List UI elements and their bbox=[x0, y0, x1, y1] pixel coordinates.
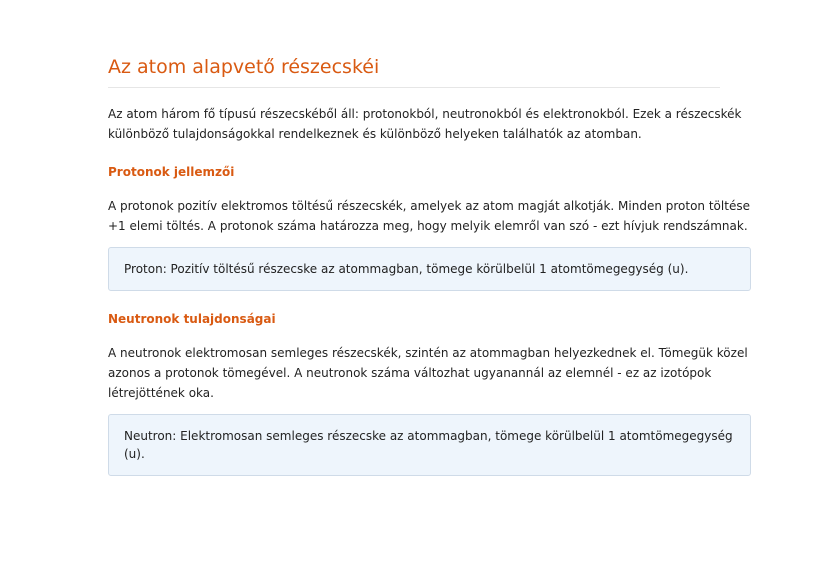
info-box-proton: Proton: Pozitív töltésű részecske az atommagban, tömege körülbelül 1 atomtömegegység (u). bbox=[108, 247, 751, 291]
section-heading-protons: Protonok jellemzői bbox=[108, 165, 235, 179]
section-paragraph-protons: A protonok pozitív elektromos töltésű részecskék, amelyek az atom magját alkotják. Minden proton töltése +1 elemi töltés. A protonok száma határozza meg, hogy melyik elemről van szó - ezt hívjuk rendszámnak. bbox=[108, 199, 750, 233]
info-box-neutron: Neutron: Elektromosan semleges részecske az atommagban, tömege körülbelül 1 atomtömegegység (u). bbox=[108, 414, 751, 476]
intro-paragraph: Az atom három fő típusú részecskéből áll: protonokból, neutronokból és elektronokból. Ezek a részecskék különböző tulajdonságokkal rendelkeznek és különböző helyeken találhatók az atomban. bbox=[108, 107, 742, 141]
section-paragraph-neutrons: A neutronok elektromosan semleges részecskék, szintén az atommagban helyezkednek el. Tömegük közel azonos a protonok tömegével. A neutronok száma változhat ugyanannál az elemnél - ez az izotópok létrejöttének oka. bbox=[108, 346, 748, 400]
section-heading-neutrons: Neutronok tulajdonságai bbox=[108, 312, 276, 326]
article bbox=[108, 53, 751, 476]
page-title: Az atom alapvető részecskéi bbox=[108, 53, 720, 88]
